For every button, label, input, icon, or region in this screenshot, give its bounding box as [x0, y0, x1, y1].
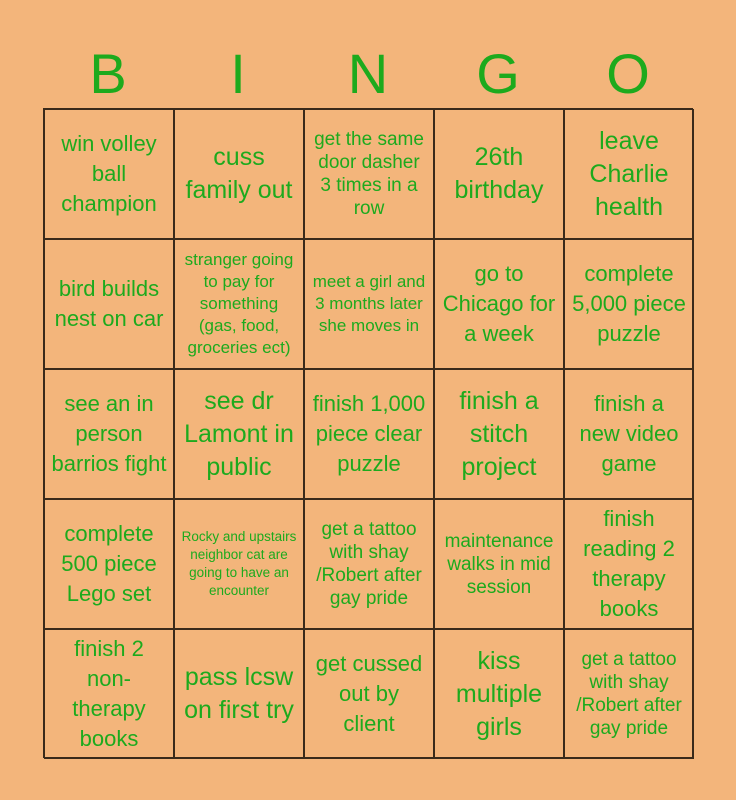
bingo-cell-r4c4[interactable]: [434, 499, 564, 629]
cell-text: finish 1,000 piece clear puzzle: [312, 391, 426, 476]
cell-text: complete 5,000 piece puzzle: [572, 261, 686, 346]
bingo-cell-r1c1[interactable]: [44, 109, 174, 239]
bingo-cell-r5c4[interactable]: [434, 629, 564, 759]
header-letter-g: G: [476, 42, 520, 105]
bingo-cell-r4c2[interactable]: [174, 499, 304, 629]
cell-text: get the same door dasher 3 times in a row: [314, 129, 424, 219]
bingo-cell-r3c3[interactable]: [304, 369, 434, 499]
bingo-cell-r5c3[interactable]: [304, 629, 434, 759]
cell-text: finish a new video game: [579, 391, 679, 476]
cell-text: complete 500 piece Lego set: [61, 521, 157, 606]
bingo-cell-r1c3[interactable]: [304, 109, 434, 239]
bingo-board: [43, 108, 693, 758]
cell-text: meet a girl and 3 months later she moves in: [312, 272, 426, 335]
cell-text: finish 2 non-therapy books: [72, 636, 146, 751]
cell-text: bird builds nest on car: [54, 276, 164, 331]
bingo-header: [43, 40, 693, 108]
bingo-cell-r5c5[interactable]: [564, 629, 694, 759]
bingo-cell-r5c2[interactable]: [174, 629, 304, 759]
cell-text: maintenance walks in mid session: [444, 530, 554, 598]
cell-text: leave Charlie health: [589, 126, 669, 221]
bingo-cell-r2c1[interactable]: [44, 239, 174, 369]
cell-text: pass lcsw on first try: [184, 663, 294, 724]
bingo-cell-r3c1[interactable]: [44, 369, 174, 499]
bingo-cell-r4c5[interactable]: [564, 499, 694, 629]
bingo-cell-r2c2[interactable]: [174, 239, 304, 369]
header-letter-b: B: [89, 42, 127, 105]
cell-text: kiss multiple girls: [455, 646, 543, 741]
cell-text: get a tattoo with shay /Robert after gay pride: [576, 649, 682, 739]
bingo-cell-r5c1[interactable]: [44, 629, 174, 759]
cell-text: win volley ball champion: [61, 131, 157, 216]
bingo-cell-r1c5[interactable]: [564, 109, 694, 239]
cell-text: stranger going to pay for something (gas, food, groceries ect): [184, 250, 294, 357]
cell-text: see dr Lamont in public: [184, 386, 294, 481]
cell-text: get cussed out by client: [315, 651, 423, 736]
cell-text: 26th birthday: [454, 143, 544, 204]
bingo-cell-r1c2[interactable]: [174, 109, 304, 239]
cell-text: see an in person barrios fight: [51, 391, 167, 476]
bingo-cell-r3c4[interactable]: [434, 369, 564, 499]
header-letter-i: I: [230, 42, 246, 105]
bingo-cell-r1c4[interactable]: [434, 109, 564, 239]
bingo-cell-r4c1[interactable]: [44, 499, 174, 629]
header-letter-n: N: [347, 42, 389, 105]
cell-text: cuss family out: [185, 143, 293, 204]
bingo-cell-r2c4[interactable]: [434, 239, 564, 369]
bingo-cell-r2c3[interactable]: [304, 239, 434, 369]
bingo-cell-r3c5[interactable]: [564, 369, 694, 499]
cell-text: finish a stitch project: [459, 386, 539, 481]
cell-text: finish reading 2 therapy books: [583, 506, 675, 621]
cell-text: get a tattoo with shay /Robert after gay pride: [316, 519, 422, 609]
bingo-cell-r4c3[interactable]: [304, 499, 434, 629]
header-letter-o: O: [606, 42, 650, 105]
cell-text: go to Chicago for a week: [442, 261, 556, 346]
bingo-cell-r2c5[interactable]: [564, 239, 694, 369]
cell-text: Rocky and upstairs neighbor cat are going to have an encounter: [181, 529, 297, 598]
bingo-cell-r3c2[interactable]: [174, 369, 304, 499]
